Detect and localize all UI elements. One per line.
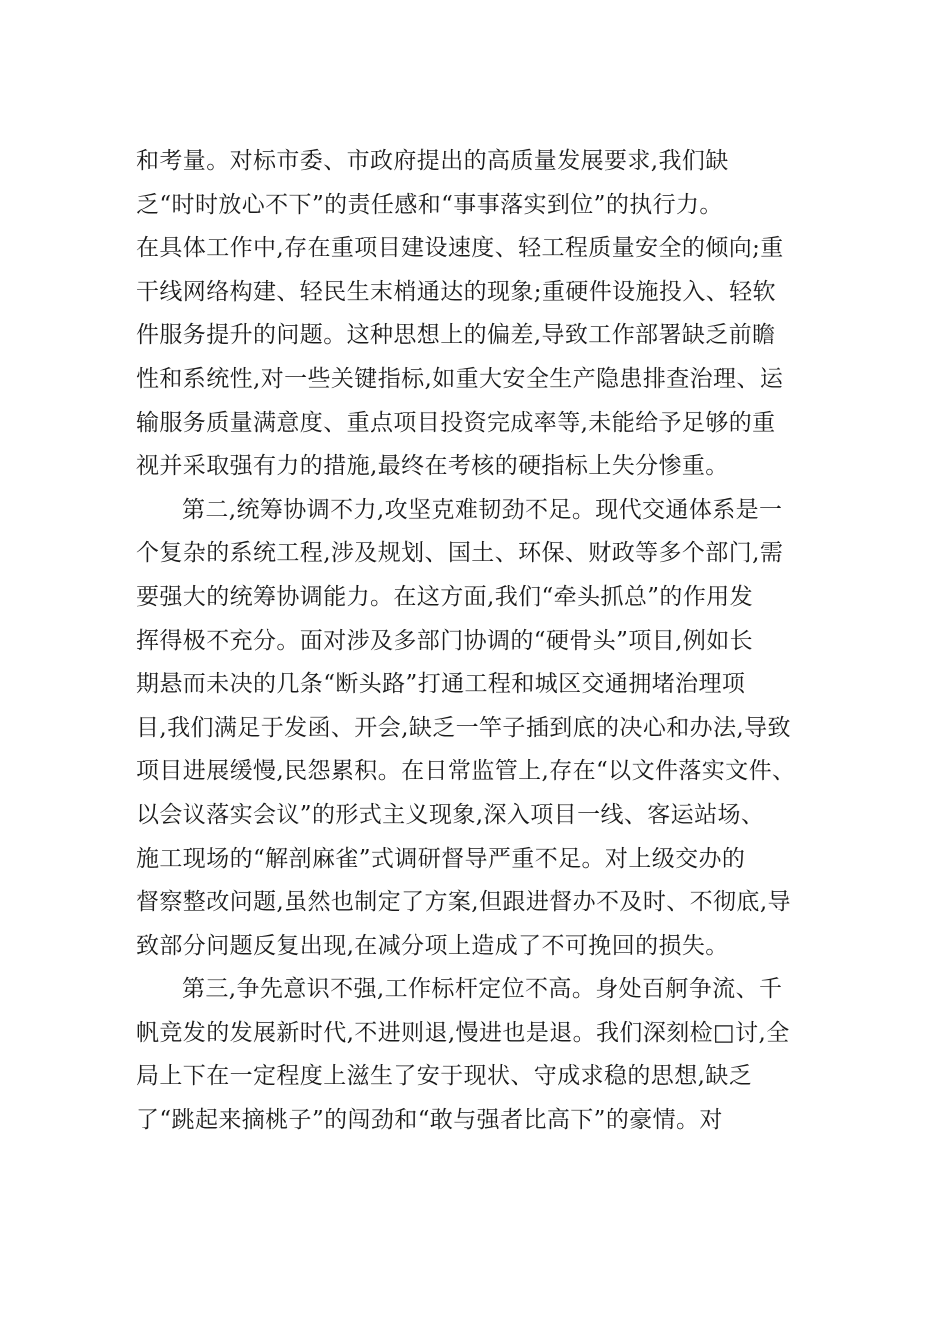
text-line: 致部分问题反复出现,在减分项上造成了不可挽回的损失。	[136, 932, 729, 959]
paragraph-1	[136, 140, 826, 489]
paragraph-2	[136, 489, 826, 969]
text-line: 在具体工作中,存在重项目建设速度、轻工程质量安全的倾向;重	[136, 235, 784, 262]
text-line: 和考量。对标市委、市政府提出的高质量发展要求,我们缺	[136, 148, 729, 174]
text-line: 目,我们满足于发函、开会,缺乏一竿子插到底的决心和办法,导致	[136, 714, 791, 741]
text-line: 帆竞发的发展新时代,不进则退,慢进也是退。我们深刻检□讨,全	[136, 1019, 790, 1046]
paragraph-3	[136, 968, 826, 1142]
text-line: 以会议落实会议”的形式主义现象,深入项目一线、客运站场、	[136, 801, 765, 828]
text-line: 挥得极不充分。面对涉及多部门协调的“硬骨头”项目,例如长	[136, 627, 754, 654]
text-line: 期悬而未决的几条“断头路”打通工程和城区交通拥堵治理项	[136, 671, 746, 698]
text-line: 第三,争先意识不强,工作标杆定位不高。身处百舸争流、千	[182, 976, 783, 1003]
text-line: 件服务提升的问题。这种思想上的偏差,导致工作部署缺乏前瞻	[136, 322, 776, 349]
text-line: 项目进展缓慢,民怨累积。在日常监管上,存在“以文件落实文件、	[136, 758, 796, 785]
text-line: 干线网络构建、轻民生末梢通达的现象;重硬件设施投入、轻软	[136, 278, 776, 305]
text-line: 视并采取强有力的措施,最终在考核的硬指标上失分惨重。	[136, 453, 729, 480]
text-line: 乏“时时放心不下”的责任感和“事事落实到位”的执行力。	[136, 191, 723, 218]
document-body	[136, 140, 826, 1143]
text-line: 输服务质量满意度、重点项目投资完成率等,未能给予足够的重	[136, 409, 776, 436]
text-line: 督察整改问题,虽然也制定了方案,但跟进督办不及时、不彻底,导	[136, 889, 791, 916]
text-line: 了“跳起来摘桃子”的闯劲和“敢与强者比高下”的豪情。对	[136, 1107, 723, 1134]
text-line: 局上下在一定程度上滋生了安于现状、守成求稳的思想,缺乏	[136, 1063, 753, 1090]
text-line: 要强大的统筹协调能力。在这方面,我们“牵头抓总”的作用发	[136, 583, 754, 610]
text-line: 个复杂的系统工程,涉及规划、国土、环保、财政等多个部门,需	[136, 540, 784, 567]
text-line: 性和系统性,对一些关键指标,如重大安全生产隐患排查治理、运	[136, 365, 784, 392]
text-line: 施工现场的“解剖麻雀”式调研督导严重不足。对上级交办的	[136, 845, 746, 872]
text-line: 第二,统筹协调不力,攻坚克难韧劲不足。现代交通体系是一	[182, 496, 783, 523]
